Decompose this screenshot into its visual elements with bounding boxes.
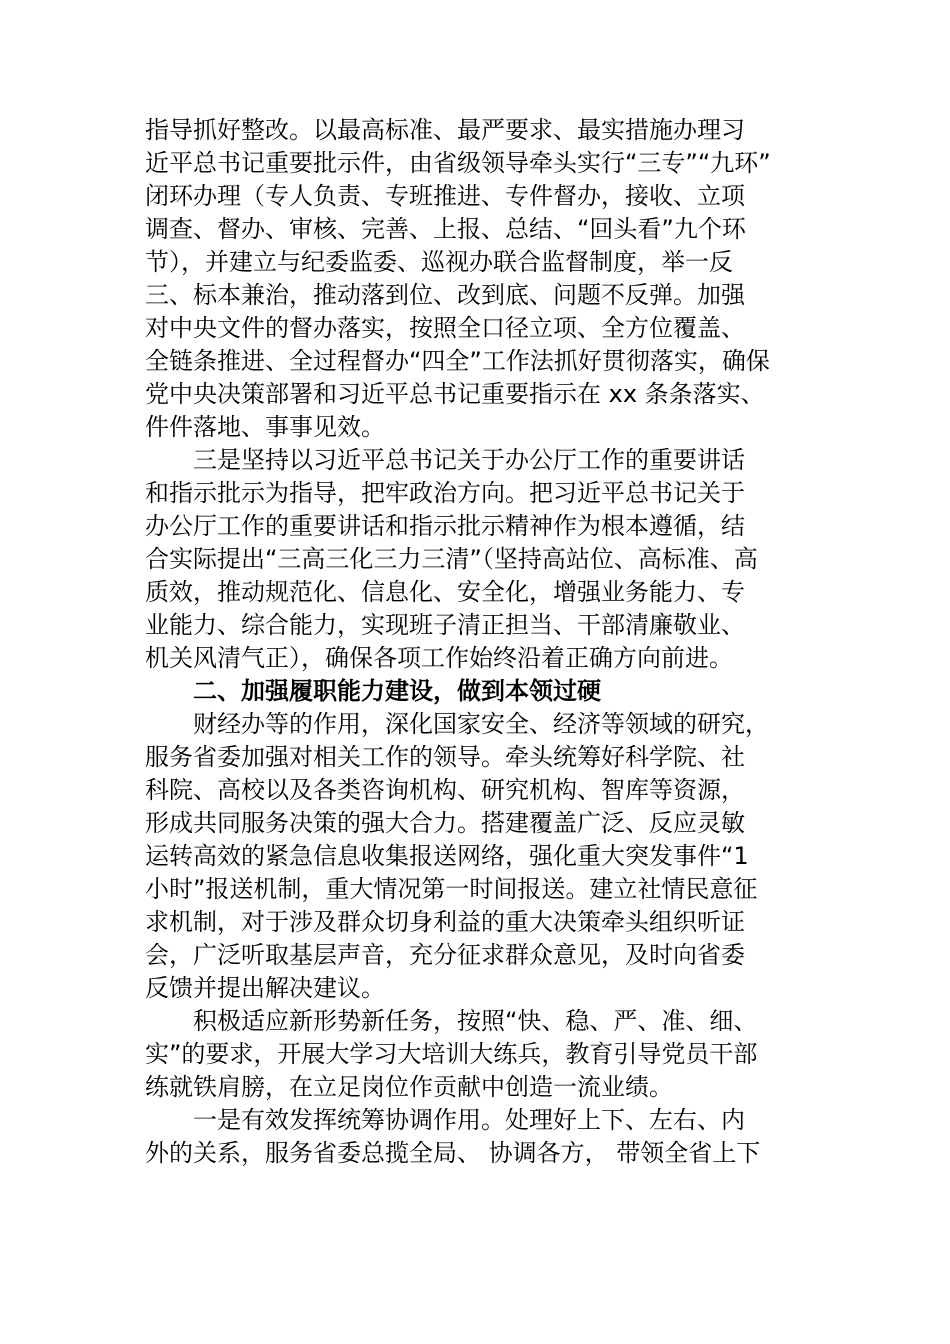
text-line: 求机制，对于涉及群众切身利益的重大决策牵头组织听证 — [145, 908, 745, 936]
text-line: 科院、高校以及各类咨询机构、研究机构、智库等资源， — [145, 776, 745, 804]
document-body — [145, 114, 830, 1170]
text-line: 近平总书记重要批示件，由省级领导牵头实行“三专”“九环” — [145, 149, 771, 177]
text-line: 党中央决策部署和习近平总书记重要指示在 xx 条条落实、 — [145, 380, 765, 408]
text-line: 反馈并提出解决建议。 — [145, 974, 385, 1002]
paragraph-start-line: 三是坚持以习近平总书记关于办公厅工作的重要讲话 — [193, 446, 745, 474]
text-line: 运转高效的紧急信息收集报送网络，强化重大突发事件“1 — [145, 842, 749, 870]
text-line: 业能力、综合能力，实现班子清正担当、干部清廉敬业、 — [145, 611, 745, 639]
section-heading: 二、加强履职能力建设，做到本领过硬 — [193, 677, 601, 705]
text-line: 会，广泛听取基层声音，充分征求群众意见，及时向省委 — [145, 941, 745, 969]
text-line: 调查、督办、审核、完善、上报、总结、“回头看”九个环 — [145, 215, 746, 243]
text-line: 小时”报送机制，重大情况第一时间报送。建立社情民意征 — [145, 875, 758, 903]
text-line: 形成共同服务决策的强大合力。搭建覆盖广泛、反应灵敏 — [145, 809, 745, 837]
paragraph-start-line: 积极适应新形势新任务，按照“快、稳、严、准、细、 — [193, 1007, 758, 1035]
text-line: 全链条推进、全过程督办“四全”工作法抓好贯彻落实，确保 — [145, 347, 770, 375]
text-line: 办公厅工作的重要讲话和指示批示精神作为根本遵循，结 — [145, 512, 745, 540]
text-line: 节），并建立与纪委监委、巡视办联合监督制度，举一反 — [145, 248, 733, 276]
text-line: 件件落地、事事见效。 — [145, 413, 385, 441]
text-line: 练就铁肩膀，在立足岗位作贡献中创造一流业绩。 — [145, 1073, 673, 1101]
text-line: 和指示批示为指导，把牢政治方向。把习近平总书记关于 — [145, 479, 745, 507]
text-line: 机关风清气正），确保各项工作始终沿着正确方向前进。 — [145, 644, 733, 672]
text-line: 对中央文件的督办落实，按照全口径立项、全方位覆盖、 — [145, 314, 745, 342]
text-line: 合实际提出“三高三化三力三清”（坚持高站位、高标准、高 — [145, 545, 758, 573]
text-line: 三、标本兼治，推动落到位、改到底、问题不反弹。加强 — [145, 281, 745, 309]
text-line: 实”的要求，开展大学习大培训大练兵，教育引导党员干部 — [145, 1040, 758, 1068]
text-line: 指导抓好整改。以最高标准、最严要求、最实措施办理习 — [145, 116, 745, 144]
text-line: 质效，推动规范化、信息化、安全化，增强业务能力、专 — [145, 578, 745, 606]
text-line: 外的关系，服务省委总揽全局、 协调各方， 带领全省上下 — [145, 1139, 761, 1167]
paragraph-start-line: 一是有效发挥统筹协调作用。处理好上下、左右、内 — [193, 1106, 745, 1134]
paragraph-start-line: 财经办等的作用，深化国家安全、经济等领域的研究， — [193, 710, 769, 738]
text-line: 服务省委加强对相关工作的领导。牵头统筹好科学院、社 — [145, 743, 745, 771]
text-line: 闭环办理（专人负责、专班推进、专件督办，接收、立项 — [145, 182, 745, 210]
